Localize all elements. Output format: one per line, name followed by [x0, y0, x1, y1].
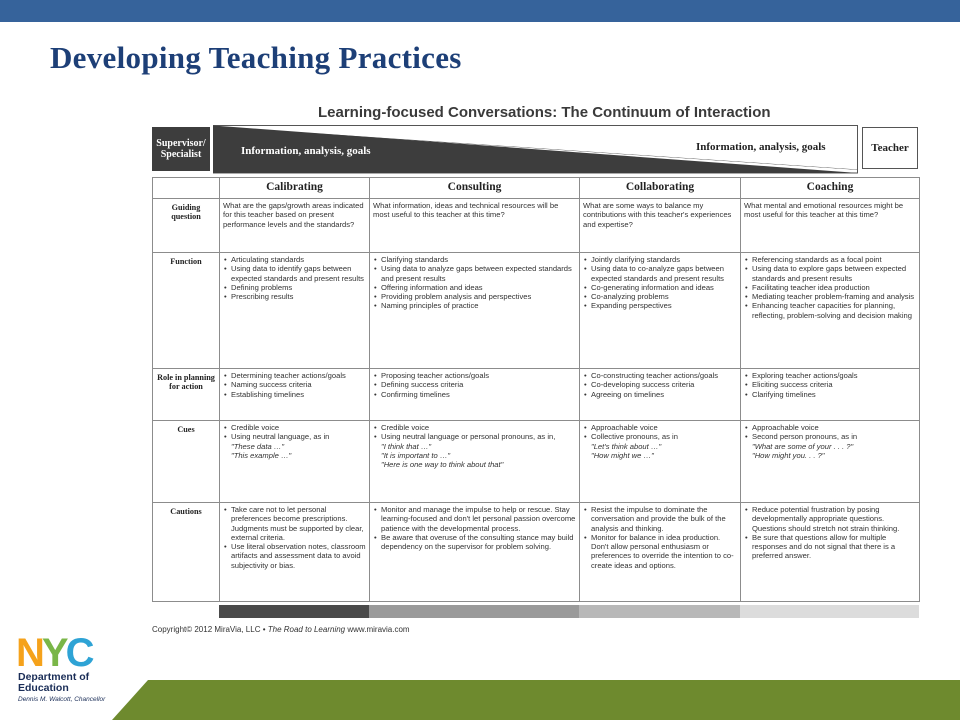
list-item: • Co-constructing teacher actions/goals [583, 371, 737, 380]
list-item: • Co-generating information and ideas [583, 283, 737, 292]
list-item: • Using data to explore gaps between expected standards and present results [744, 264, 916, 283]
cell-bullet-list [744, 371, 916, 399]
nyc-logo-mark [16, 632, 116, 670]
copyright-site: www.miravia.com [347, 625, 410, 634]
list-subitem: "Let's think about …" [591, 441, 662, 451]
list-item: • Using data to analyze gaps between expected standards and present results [373, 264, 576, 283]
list-item: • Monitor and manage the impulse to help or rescue. Stay learning-focused and don't let personal passion overcome patience with the developmental process. [373, 505, 576, 533]
cell-role-in-planning-collaborating [580, 369, 741, 421]
list-subitem: "It is important to …" [381, 450, 451, 460]
cell-bullet-list [744, 255, 916, 320]
list-item: • Articulating standards [223, 255, 366, 264]
bottom-bar-wedge [112, 680, 148, 720]
cell-bullet-list [583, 505, 737, 570]
cell-bullet-list [373, 423, 576, 469]
row-header-function: Function [153, 253, 220, 369]
supervisor-specialist-label: Supervisor/ Specialist [152, 127, 210, 171]
list-item: • Co-analyzing problems [583, 292, 737, 301]
logo-letter: Y [41, 632, 66, 670]
column-header-calibrating: Calibrating [220, 178, 370, 199]
table-row-cues [153, 421, 920, 503]
list-item: • Defining success criteria [373, 380, 576, 389]
logo-department-line2: Education [18, 682, 69, 694]
cell-bullet-list [744, 423, 916, 460]
shade-bar-coaching [740, 605, 919, 618]
cell-bullet-list [583, 371, 737, 399]
list-item: • Collective pronouns, as in [583, 432, 737, 441]
list-item: • Co-developing success criteria [583, 380, 737, 389]
list-item: • Proposing teacher actions/goals [373, 371, 576, 380]
teacher-label: Teacher [862, 127, 918, 169]
logo-chancellor: Dennis M. Walcott, Chancellor [18, 696, 106, 703]
list-subitem: "How might we …" [591, 450, 654, 460]
list-subitem: "How might you. . . ?" [752, 450, 825, 460]
list-item: • Using data to identify gaps between expected standards and present results [223, 264, 366, 283]
cell-cautions-consulting [370, 503, 580, 602]
cell-role-in-planning-calibrating [220, 369, 370, 421]
list-item: • Establishing timelines [223, 390, 366, 399]
copyright-text: Copyright© 2012 MiraVia, LLC • [152, 625, 266, 634]
cell-function-calibrating [220, 253, 370, 369]
cell-bullet-list [223, 423, 366, 460]
cell-cautions-coaching [741, 503, 920, 602]
row-header-cautions: Cautions [153, 503, 220, 602]
list-item: • Prescribing results [223, 292, 366, 301]
logo-department-line1: Department of [18, 671, 90, 683]
list-item: • Clarifying standards [373, 255, 576, 264]
cell-text: What are some ways to balance my contributions with this teacher's experiences and expertise? [583, 201, 732, 229]
cell-role-in-planning-consulting [370, 369, 580, 421]
slide-title: Developing Teaching Practices [50, 40, 462, 75]
table-row-role-in-planning [153, 369, 920, 421]
list-item: • Eliciting success criteria [744, 380, 916, 389]
cell-bullet-list [223, 505, 366, 570]
cell-function-consulting [370, 253, 580, 369]
cell-bullet-list [373, 505, 576, 551]
continuum-wedge [213, 125, 858, 175]
document-title: Learning-focused Conversations: The Continuum of Interaction [318, 104, 771, 121]
list-item: • Enhancing teacher capacities for planning, reflecting, problem-solving and decision making [744, 301, 916, 320]
list-item: • Providing problem analysis and perspectives [373, 292, 576, 301]
table-corner-cell [153, 178, 220, 199]
column-header-consulting: Consulting [370, 178, 580, 199]
list-item: • Resist the impulse to dominate the conversation and provide the bulk of the analysis and thinking. [583, 505, 737, 533]
list-item: • Using neutral language, as in [223, 432, 366, 441]
list-subitem: "What are some of your . . . ?" [752, 441, 854, 451]
list-item: • Second person pronouns, as in [744, 432, 916, 441]
list-item: • Facilitating teacher idea production [744, 283, 916, 292]
table-header-row [153, 178, 920, 199]
list-item: • Approachable voice [744, 423, 916, 432]
list-item: • Mediating teacher problem-framing and analysis [744, 292, 916, 301]
cell-role-in-planning-coaching [741, 369, 920, 421]
list-item: • Reduce potential frustration by posing developmentally appropriate questions. Questions should stretch not strain thinking. [744, 505, 916, 533]
cell-guiding-question-calibrating [220, 199, 370, 253]
table-row-cautions [153, 503, 920, 602]
copyright-book: The Road to Learning [267, 625, 346, 634]
list-item: • Agreeing on timelines [583, 390, 737, 399]
copyright-line [152, 625, 410, 634]
list-item: • Naming principles of practice [373, 301, 576, 310]
shade-bar-collaborating [579, 605, 740, 618]
list-subitem: "This example …" [231, 450, 292, 460]
list-item: • Monitor for balance in idea production. Don't allow personal enthusiasm or preferences to override the intention to co-create ideas and options. [583, 533, 737, 570]
bottom-bar [148, 680, 960, 720]
cell-bullet-list [583, 255, 737, 311]
row-header-cues: Cues [153, 421, 220, 503]
shade-bar-calibrating [219, 605, 369, 618]
cell-function-coaching [741, 253, 920, 369]
shade-bar-consulting [369, 605, 579, 618]
column-header-coaching: Coaching [741, 178, 920, 199]
list-item: • Exploring teacher actions/goals [744, 371, 916, 380]
continuum-right-text: Information, analysis, goals [696, 141, 826, 153]
list-item: • Defining problems [223, 283, 366, 292]
cell-cues-collaborating [580, 421, 741, 503]
cell-bullet-list [373, 255, 576, 311]
cell-cautions-calibrating [220, 503, 370, 602]
list-subitem: "Here is one way to think about that" [381, 460, 504, 470]
list-item: • Offering information and ideas [373, 283, 576, 292]
cell-bullet-list [744, 505, 916, 561]
nyc-logo-text [16, 632, 94, 670]
continuum-left-text: Information, analysis, goals [241, 145, 371, 157]
cell-cues-calibrating [220, 421, 370, 503]
cell-text: What are the gaps/growth areas indicated for this teacher based on present performance levels and the standards? [223, 201, 364, 229]
list-item: • Take care not to let personal preferences become prescriptions. Judgments must be supported by clear, external criteria. [223, 505, 366, 542]
cell-cues-coaching [741, 421, 920, 503]
list-item: • Jointly clarifying standards [583, 255, 737, 264]
cell-text: What mental and emotional resources might be most useful for this teacher at this time? [744, 201, 904, 220]
list-subitem: "These data …" [231, 441, 285, 451]
row-header-guiding-question: Guiding question [153, 199, 220, 253]
cell-bullet-list [223, 255, 366, 301]
list-item: • Confirming timelines [373, 390, 576, 399]
top-banner [0, 0, 960, 22]
list-item: • Naming success criteria [223, 380, 366, 389]
cell-text: What information, ideas and technical resources will be most useful to this teacher at this time? [373, 201, 559, 220]
cell-bullet-list [373, 371, 576, 399]
list-item: • Expanding perspectives [583, 301, 737, 310]
table-row-guiding-question [153, 199, 920, 253]
list-item: • Clarifying timelines [744, 390, 916, 399]
list-item: • Credible voice [373, 423, 576, 432]
logo-department [18, 672, 89, 694]
list-item: • Determining teacher actions/goals [223, 371, 366, 380]
list-item: • Use literal observation notes, classroom artifacts and assessment data to avoid subjectivity or bias. [223, 542, 366, 570]
continuum-table [152, 177, 920, 602]
list-item: • Using data to co-analyze gaps between expected standards and present results [583, 264, 737, 283]
list-item: • Using neutral language or personal pronouns, as in, [373, 432, 576, 441]
logo-letter: C [65, 632, 92, 670]
cell-bullet-list [583, 423, 737, 460]
row-header-role-in-planning: Role in planning for action [153, 369, 220, 421]
cell-guiding-question-consulting [370, 199, 580, 253]
cell-function-collaborating [580, 253, 741, 369]
cell-cues-consulting [370, 421, 580, 503]
column-header-collaborating: Collaborating [580, 178, 741, 199]
table-row-function [153, 253, 920, 369]
list-item: • Be sure that questions allow for multiple responses and do not signal that there is a preferred answer. [744, 533, 916, 561]
cell-bullet-list [223, 371, 366, 399]
cell-guiding-question-collaborating [580, 199, 741, 253]
cell-guiding-question-coaching [741, 199, 920, 253]
list-item: • Credible voice [223, 423, 366, 432]
list-item: • Be aware that overuse of the consulting stance may build dependency on the supervisor for problem solving. [373, 533, 576, 552]
list-subitem: "I think that …" [381, 441, 432, 451]
list-item: • Approachable voice [583, 423, 737, 432]
list-item: • Referencing standards as a focal point [744, 255, 916, 264]
cell-cautions-collaborating [580, 503, 741, 602]
logo-letter: N [16, 632, 42, 670]
